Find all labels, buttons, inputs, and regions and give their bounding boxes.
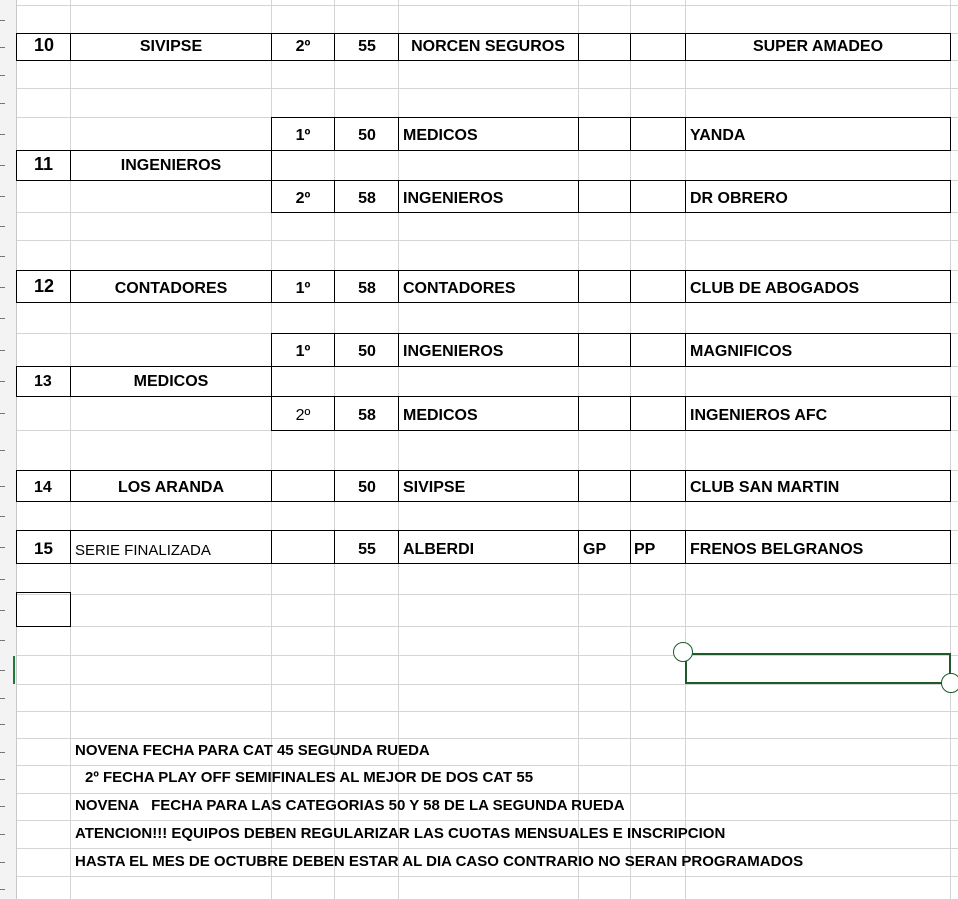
cell-divider (685, 180, 686, 213)
gridline (0, 240, 958, 241)
cell-divider (334, 117, 335, 151)
cell-divider (398, 470, 399, 502)
cell-cat: 55 (358, 541, 376, 558)
note-line: HASTA EL MES DE OCTUBRE DEBEN ESTAR AL DIA CASO CONTRARIO NO SERAN PROGRAMADOS (75, 853, 804, 870)
cell-divider (630, 396, 631, 431)
cell-away: INGENIEROS AFC (690, 407, 828, 424)
cell-cat: 55 (358, 38, 376, 55)
cell-divider (398, 33, 399, 61)
cell-cat: 50 (358, 127, 376, 144)
cell-divider (334, 180, 335, 213)
cell-divider (70, 33, 71, 61)
gridline (0, 88, 958, 89)
gridline (0, 876, 958, 877)
cell-away: MAGNIFICOS (690, 343, 793, 360)
cell-divider (685, 396, 686, 431)
cell-num: 13 (34, 373, 52, 390)
cell-divider (70, 530, 71, 564)
selection-handle-icon[interactable] (941, 673, 958, 693)
cell-divider (578, 270, 579, 303)
note-line: NOVENA FECHA PARA CAT 45 SEGUNDA RUEDA (75, 742, 430, 759)
gridline (0, 848, 958, 849)
cell-divider (578, 530, 579, 564)
cell-divider (70, 150, 71, 181)
cell-team: INGENIEROS (120, 157, 222, 174)
active-row-indicator (13, 656, 15, 684)
cell-away: YANDA (690, 127, 746, 144)
cell-away: CLUB DE ABOGADOS (690, 280, 860, 297)
cell-home: MEDICOS (403, 127, 478, 144)
cell-away: CLUB SAN MARTIN (690, 479, 840, 496)
cell-divider (630, 180, 631, 213)
cell-divider (578, 470, 579, 502)
cell-num: 11 (34, 154, 54, 174)
cell-leg: 2º (295, 38, 311, 55)
cell-divider (70, 366, 71, 397)
cell-leg: 1º (295, 280, 311, 297)
cell-num: 14 (34, 479, 52, 496)
cell-leg: 1º (295, 343, 311, 360)
cell-team: MEDICOS (133, 373, 209, 390)
cell-divider (334, 530, 335, 564)
note-line: NOVENA FECHA PARA LAS CATEGORIAS 50 Y 58 DE LA SEGUNDA RUEDA (75, 797, 625, 814)
cell-leg: 2º (295, 190, 311, 207)
gridline (0, 684, 958, 685)
row-header-strip[interactable] (0, 0, 17, 899)
cell-team: LOS ARANDA (117, 479, 225, 496)
cell-num: 12 (34, 276, 55, 296)
cell-divider (334, 33, 335, 61)
note-line: ATENCION!!! EQUIPOS DEBEN REGULARIZAR LAS CUOTAS MENSUALES E INSCRIPCION (75, 825, 726, 842)
cell-divider (578, 117, 579, 151)
gridline (0, 594, 958, 595)
cell-away: DR OBRERO (690, 190, 788, 207)
cell-divider (685, 470, 686, 502)
gridline (0, 5, 958, 6)
cell-home: INGENIEROS (403, 343, 504, 360)
cell-divider (334, 333, 335, 367)
gridline (0, 793, 958, 794)
cell-divider (70, 470, 71, 502)
cell-cat: 58 (358, 407, 376, 424)
cell-gp: GP (583, 541, 607, 558)
cell-divider (398, 270, 399, 303)
cell-away: SUPER AMADEO (752, 38, 884, 55)
cell-home: MEDICOS (403, 407, 478, 424)
gridline (0, 738, 958, 739)
cell-box[interactable] (16, 592, 71, 627)
cell-divider (398, 117, 399, 151)
cell-divider (630, 270, 631, 303)
cell-divider (271, 270, 272, 303)
cell-divider (630, 333, 631, 367)
cell-divider (398, 333, 399, 367)
cell-team: CONTADORES (114, 280, 228, 297)
cell-divider (334, 396, 335, 431)
cell-num: 10 (34, 35, 55, 55)
cell-away: FRENOS BELGRANOS (690, 541, 864, 558)
gridline (0, 765, 958, 766)
cell-divider (578, 180, 579, 213)
cell-cat: 50 (358, 479, 376, 496)
cell-home: INGENIEROS (403, 190, 504, 207)
cell-divider (70, 270, 71, 303)
cell-divider (685, 33, 686, 61)
cell-team: SERIE FINALIZADA (75, 542, 211, 559)
cell-divider (398, 180, 399, 213)
cell-cat: 58 (358, 280, 376, 297)
cell-divider (630, 530, 631, 564)
cell-divider (271, 530, 272, 564)
cell-leg: 1º (295, 127, 311, 144)
note-line: 2º FECHA PLAY OFF SEMIFINALES AL MEJOR DE DOS CAT 55 (85, 769, 534, 786)
cell-divider (685, 333, 686, 367)
cell-divider (685, 117, 686, 151)
cell-num: 15 (34, 539, 53, 558)
cell-divider (334, 470, 335, 502)
gridline (0, 626, 958, 627)
selection-range[interactable] (685, 653, 951, 684)
cell-divider (630, 470, 631, 502)
gridline (0, 711, 958, 712)
cell-leg: 2º (295, 407, 311, 424)
cell-divider (271, 470, 272, 502)
cell-home: ALBERDI (403, 541, 475, 558)
cell-divider (578, 396, 579, 431)
cell-divider (578, 33, 579, 61)
cell-home: SIVIPSE (403, 479, 466, 496)
gridline (0, 820, 958, 821)
selection-handle-icon[interactable] (673, 642, 693, 662)
cell-divider (685, 530, 686, 564)
cell-home: CONTADORES (403, 280, 516, 297)
cell-pp: PP (634, 541, 656, 558)
cell-cat: 50 (358, 343, 376, 360)
cell-team: SIVIPSE (139, 38, 203, 55)
cell-cat: 58 (358, 190, 376, 207)
cell-divider (398, 396, 399, 431)
cell-divider (334, 270, 335, 303)
cell-divider (578, 333, 579, 367)
cell-divider (630, 117, 631, 151)
cell-home: NORCEN SEGUROS (411, 38, 565, 55)
cell-divider (685, 270, 686, 303)
cell-divider (398, 530, 399, 564)
cell-divider (630, 33, 631, 61)
